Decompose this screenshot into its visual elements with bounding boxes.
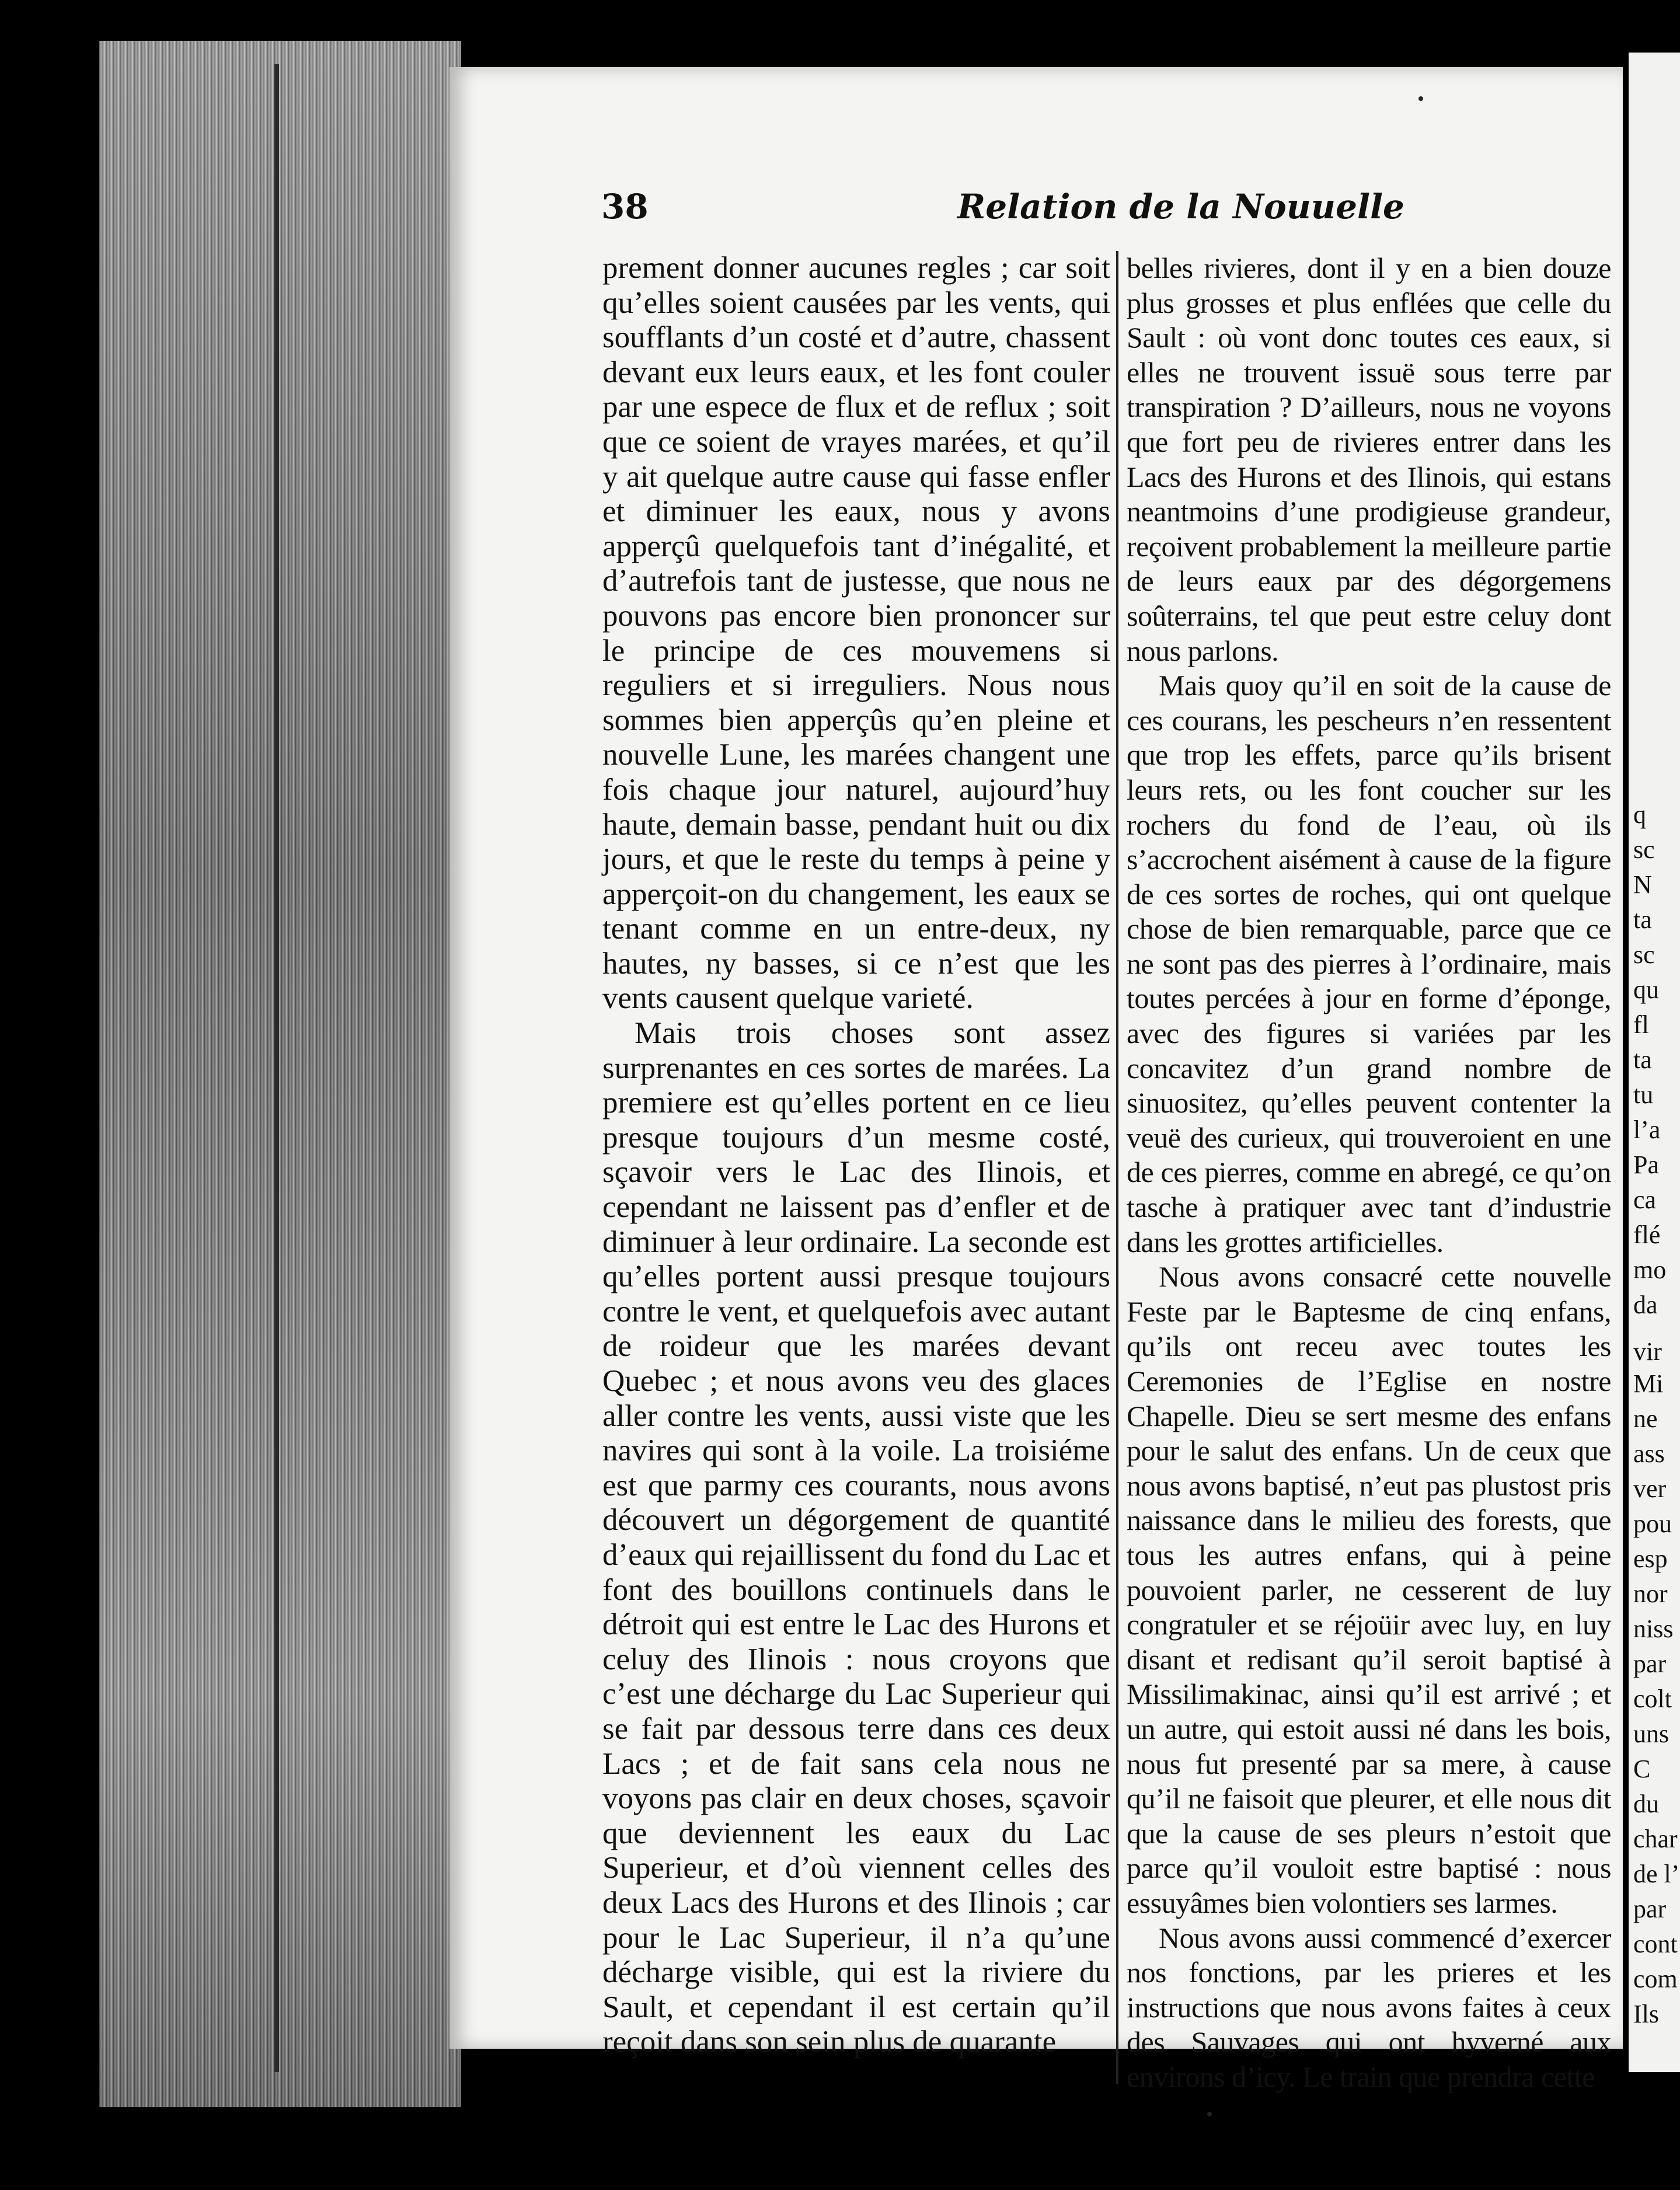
- next-page-fragment: sc: [1633, 835, 1655, 864]
- paragraph: Nous avons consacré cette nouvelle Feste par le Baptesme de cinq enfans, qu’ils ont receu avec toutes les Ceremonies de l’Eglise en nostre Chapelle. Dieu se sert mesme des enfans pour le salut des enfans. Un de ceux que nous avons baptisé, n’eut pas plustost pris naissance dans le milieu des forests, que tous les autres enfans, qui à peine pouvoient parler, ne cesserent de luy congratuler et se réjoüir avec luy, en luy disant et redisant qu’il seroit baptisé à Missilimakinac, ainsi qu’il est arrivé ; et un autre, qui estoit aussi né dans les bois, nous fut presenté par sa mere, à cause qu’il ne faisoit que pleurer, et elle nous dit que la cause de ses pleurs n’estoit que parce qu’il vouloit estre baptisé : nous essuyâmes bien volontiers ses larmes.: [1127, 1260, 1611, 1919]
- next-page-fragment: mo: [1633, 1256, 1667, 1284]
- next-page-fragment: da: [1633, 1291, 1658, 1319]
- next-page-fragment: tu: [1633, 1080, 1654, 1109]
- next-page-fragment: q: [1633, 800, 1646, 829]
- next-page-fragment: ne: [1633, 1404, 1658, 1433]
- next-page-fragment: l’a: [1633, 1115, 1661, 1144]
- book-fore-edge: [99, 41, 461, 2107]
- next-page-fragment: du: [1633, 1790, 1659, 1818]
- paragraph: belles rivieres, dont il y en a bien douze plus grosses et plus enflées que celle du Sault : où vont donc toutes ces eaux, si elles ne trouvent issuë sous terre par transpiration ? D’ailleurs, nous ne voyons que fort peu de rivieres entrer dans les Lacs des Hurons et des Ilinois, qui estans neantmoins d’une prodigieuse grandeur, reçoivent probablement la meilleure partie de leurs eaux par des dégorgemens soûterrains, tel que peut estre celuy dont nous parlons.: [1127, 252, 1611, 667]
- running-head: Relation de la Nouuelle: [957, 187, 1404, 226]
- paragraph: Nous avons aussi commencé d’exercer nos fonctions, par les prieres et les instructions que nous avons faites à ceux des Sauvages qui ont hyverné aux environs d’icy. Le train que prendra cette: [1127, 1921, 1611, 2093]
- next-page-fragment: fl: [1633, 1010, 1649, 1039]
- next-page-fragment: niss: [1633, 1614, 1674, 1643]
- right-text-column: [1127, 251, 1611, 2094]
- next-page-fragment: qu: [1633, 975, 1659, 1004]
- next-page-fragment: Ils: [1633, 2000, 1659, 2028]
- next-page-fragment: flé: [1633, 1220, 1661, 1249]
- paragraph: prement donner aucunes regles ; car soit qu’elles soient causées par les vents, qui soufflants d’un costé et d’autre, chassent devant eux leurs eaux, et les font couler par une espece de flux et de reflux ; soit que ce soient de vrayes marées, et qu’il y ait quelque autre cause qui fasse enfler et diminuer les eaux, nous y avons apperçû quelquefois tant d’inégalité, et d’autrefois tant de justesse, que nous ne pouvons pas encore bien prononcer sur le principe de ces mouvemens si reguliers et si irreguliers. Nous nous sommes bien apperçûs qu’en pleine et nouvelle Lune, les marées changent une fois chaque jour naturel, aujourd’huy haute, demain basse, pendant huit ou dix jours, et que le reste du temps à peine y apperçoit-on du changement, les eaux se tenant comme en un entre-deux, ny hautes, ny basses, si ce n’est que les vents causent quelque varieté.: [602, 251, 1110, 1016]
- paragraph: Mais quoy qu’il en soit de la cause de ces courans, les pescheurs n’en ressentent que trop les effets, parce qu’ils brisent leurs rets, ou les font coucher sur les rochers du fond de l’eau, où ils s’accrochent aisément à cause de la figure de ces sortes de roches, qui ont quelque chose de bien remarquable, parce que ce ne sont pas des pierres à l’ordinaire, mais toutes percées à jour en forme d’éponge, avec des figures si variées par les concavitez d’un grand nombre de sinuositez, qu’elles peuvent contenter la veuë des curieux, qui trouveroient en une de ces pierres, comme en abregé, ce qu’on tasche à pratiquer avec tant d’industrie dans les grottes artificielles.: [1127, 669, 1611, 1258]
- next-page-fragment: ta: [1633, 905, 1652, 934]
- next-page-fragment: ass: [1633, 1439, 1665, 1468]
- next-page-fragment: char: [1633, 1825, 1678, 1853]
- next-page-fragment: nor: [1633, 1579, 1668, 1608]
- left-text-column: [602, 251, 1110, 2060]
- speck: [1418, 96, 1423, 101]
- column-divider: [1116, 251, 1118, 2084]
- next-page-fragment: com: [1633, 1965, 1678, 1993]
- next-page-fragment: pou: [1633, 1509, 1672, 1538]
- next-page-fragment: cont: [1633, 1930, 1678, 1958]
- next-page-fragment: Mi: [1633, 1369, 1664, 1398]
- next-page-fragment: ta: [1633, 1045, 1652, 1074]
- page-number: 38: [601, 187, 649, 226]
- next-page-fragment: par: [1633, 1650, 1667, 1678]
- next-page-fragment: esp: [1633, 1544, 1668, 1573]
- next-page-fragment: vir: [1633, 1337, 1662, 1366]
- next-page-fragment: par: [1633, 1895, 1667, 1923]
- next-page-fragment: de l’: [1633, 1860, 1680, 1888]
- speck: [1207, 2112, 1212, 2116]
- next-page-fragment: uns: [1633, 1720, 1669, 1748]
- page-block-shadow: [274, 64, 279, 2072]
- next-page-fragment: Pa: [1633, 1150, 1659, 1179]
- next-page-fragment: ver: [1633, 1474, 1667, 1503]
- next-page-fragment: N: [1633, 870, 1652, 899]
- paragraph: Mais trois choses sont assez surprenantes en ces sortes de marées. La premiere est qu’elles portent en ce lieu presque toujours d’un mesme costé, sçavoir vers le Lac des Ilinois, et cependant ne laissent pas d’enfler et de diminuer à leur ordinaire. La seconde est qu’elles portent aussi presque toujours contre le vent, et quelquefois avec autant de roideur que les marées devant Quebec ; et nous avons veu des glaces aller contre les vents, aussi viste que les navires qui sont à la voile. La troisiéme est que parmy ces courants, nous avons découvert un dégorgement de quantité d’eaux qui rejaillissent du fond du Lac et font des bouillons continuels dans le détroit qui est entre le Lac des Hurons et celuy des Ilinois : nous croyons que c’est une décharge du Lac Superieur qui se fait par dessous terre dans ces deux Lacs ; et de fait sans cela nous ne voyons pas clair en deux choses, sçavoir que deviennent les eaux du Lac Superieur, et d’où viennent celles des deux Lacs des Hurons et des Ilinois ; car pour le Lac Superieur, il n’a qu’une décharge visible, qui est la riviere du Sault, et cependant il est certain qu’il reçoit dans son sein plus de quarante: [602, 1016, 1110, 2059]
- next-page-fragment: C: [1633, 1755, 1651, 1783]
- next-page-fragment: sc: [1633, 940, 1655, 969]
- next-page-strip: [1629, 53, 1680, 2072]
- next-page-fragment: ca: [1633, 1185, 1657, 1214]
- next-page-fragment: colt: [1633, 1685, 1672, 1713]
